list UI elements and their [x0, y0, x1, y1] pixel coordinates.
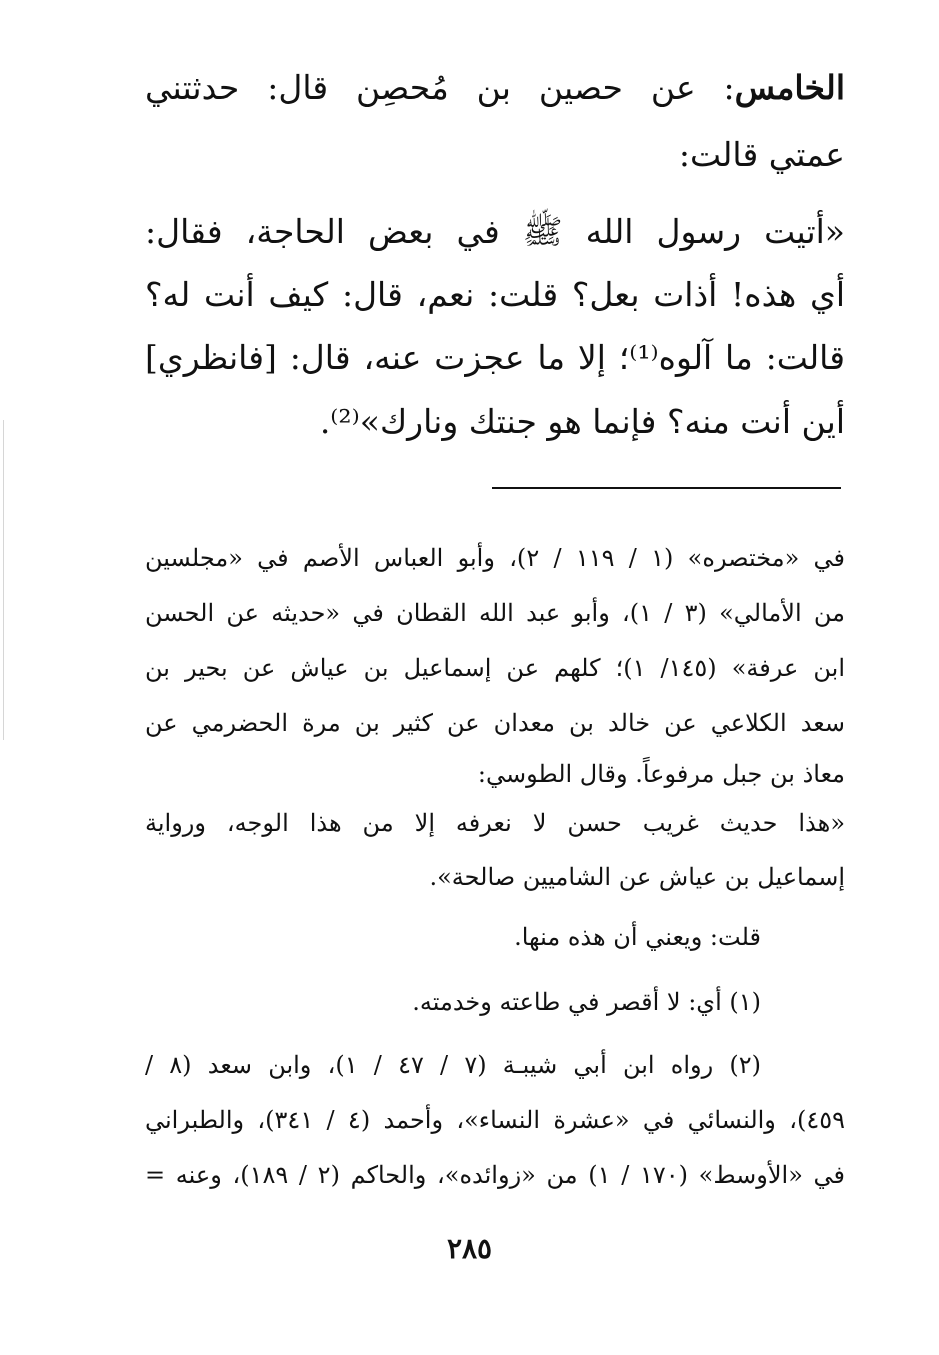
- main-line-5: قالت: ما آلوه⁽¹⁾؛ إلا ما عجزت عنه، قال: [فانظري]: [145, 338, 845, 377]
- footnote-2-line: في «الأوسط» (١٧٠ / ١) من «زوائده»، والحاكم (٢ / ١٨٩)، وعنه =: [145, 1161, 846, 1189]
- page-number: ٢٨٥: [446, 1232, 493, 1265]
- main-line-1-rest: : عن حصين بن مُحصِن قال: حدثتني: [145, 68, 735, 107]
- footnote-divider: [492, 487, 841, 489]
- footnote-line: في «مختصره» (١ / ١١٩ / ٢)، وأبو العباس الأصم في «مجلسين: [145, 544, 846, 572]
- main-line-6: أين أنت منه؟ فإنما هو جنتك ونارك»⁽²⁾.: [319, 402, 845, 441]
- main-line-1: [145, 66, 845, 110]
- footnote-comment-line: قلت: ويعني أن هذه منها.: [514, 923, 761, 951]
- footnote-quote-line: إسماعيل بن عياش عن الشاميين صالحة».: [429, 863, 845, 891]
- footnote-line: معاذ بن جبل مرفوعاً. وقال الطوسي:: [477, 760, 845, 788]
- main-line-3: «أتيت رسول الله ﷺ في بعض الحاجة، فقال:: [145, 212, 845, 251]
- section-heading: الخامس: [734, 68, 845, 107]
- footnote-2-line: ٤٥٩)، والنسائي في «عشرة النساء»، وأحمد (٤ / ٣٤١)، والطبراني: [145, 1106, 845, 1134]
- footnote-line: من الأمالي» (٣ / ١)، وأبو عبد الله القطان في «حديثه عن الحسن: [145, 599, 845, 627]
- footnote-quote-line: «هذا حديث غريب حسن لا نعرفه إلا من هذا الوجه، ورواية: [145, 809, 845, 837]
- footnote-line: ابن عرفة» (١٤٥/ ١)؛ كلهم عن إسماعيل بن عياش عن بحير بن: [145, 654, 845, 682]
- footnote-line: سعد الكلاعي عن خالد بن معدان عن كثير بن مرة الحضرمي عن: [145, 709, 845, 737]
- main-line-2: عمتي قالت:: [678, 135, 845, 174]
- footnote-1: (١) أي: لا أقصر في طاعته وخدمته.: [412, 988, 761, 1016]
- main-line-4: أي هذه! أذات بعل؟ قلت: نعم، قال: كيف أنت له؟: [145, 275, 845, 314]
- scan-edge-line: [3, 420, 4, 740]
- footnote-2-line: (٢) رواه ابن أبي شيبـة (٧ / ٤٧ / ١)، وابن سعد (٨ /: [145, 1051, 762, 1079]
